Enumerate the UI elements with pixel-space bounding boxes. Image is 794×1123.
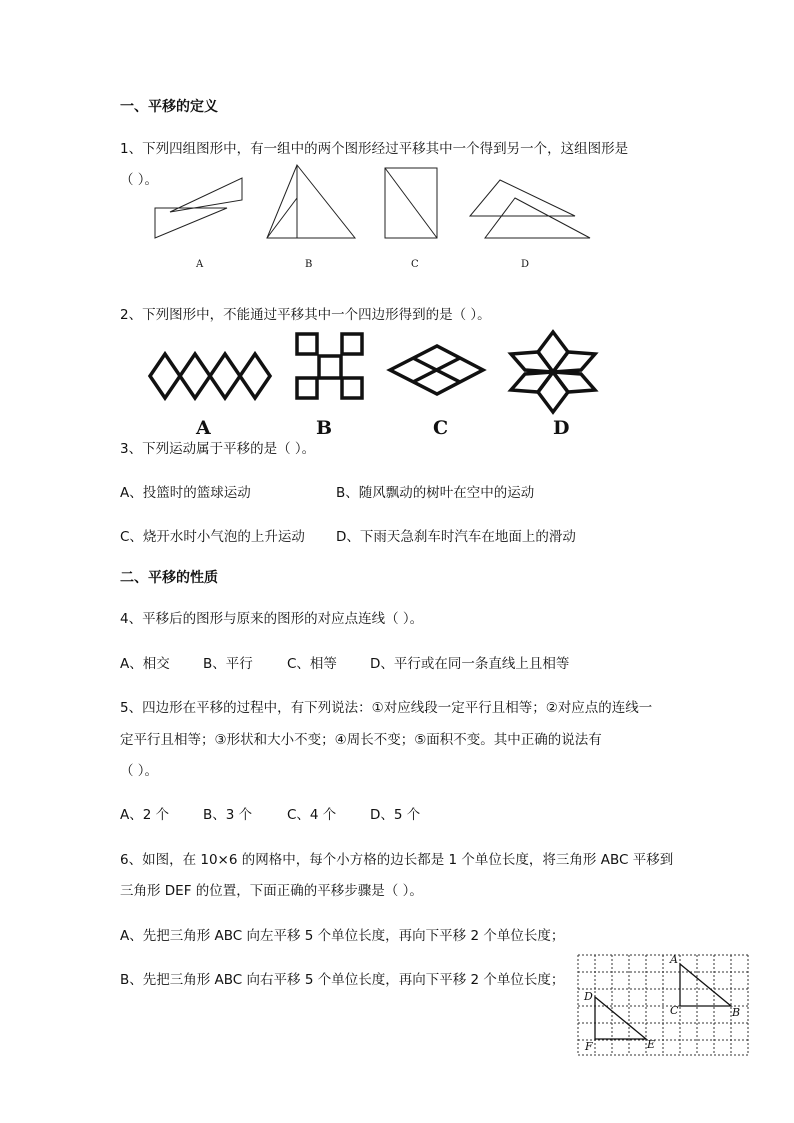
figure-label-b-bold: B xyxy=(316,417,333,439)
question-5-line-1: 5、四边形在平移的过程中，有下列说法：①对应线段一定平行且相等；②对应点的连线一 xyxy=(120,700,653,716)
question-5-line-2: 定平行且相等；③形状和大小不变；④周长不变；⑤面积不变。其中正确的说法有 xyxy=(120,732,602,748)
figure-d-star xyxy=(511,332,595,412)
figure-label-a-bold: A xyxy=(196,417,211,439)
triangle-abc xyxy=(680,964,731,1006)
question-4-text: 4、平移后的图形与原来的图形的对应点连线（ ）。 xyxy=(120,611,424,627)
question-6-line-2: 三角形 DEF 的位置，下面正确的平移步骤是（ ）。 xyxy=(120,883,423,899)
question-1-figures xyxy=(145,160,605,250)
grid-label-f: F xyxy=(585,1040,593,1053)
question-3-option-b: B、随风飘动的树叶在空中的运动 xyxy=(336,485,535,501)
question-5-blank: （ ）。 xyxy=(120,763,159,779)
question-6-line-1: 6、如图，在 10×6 的网格中，每个小方格的边长都是 1 个单位长度，将三角形 ABC 平移到 xyxy=(120,852,674,868)
grid-label-c: C xyxy=(670,1004,679,1017)
figure-b-squares xyxy=(297,334,362,398)
grid-label-a: A xyxy=(670,953,678,966)
section-heading-definition: 一、平移的定义 xyxy=(120,99,218,115)
grid-label-e: E xyxy=(647,1038,656,1051)
figure-c-rhombus xyxy=(390,346,483,394)
figure-a-triangle-top xyxy=(170,178,242,212)
question-2-figures xyxy=(145,328,605,420)
question-3-option-c: C、烧开水时小气泡的上升运动 xyxy=(120,529,305,545)
figure-label-c: C xyxy=(411,259,419,270)
figure-label-b: B xyxy=(305,259,313,270)
question-3-option-a: A、投篮时的篮球运动 xyxy=(120,485,251,501)
question-3-text: 3、下列运动属于平移的是（ ）。 xyxy=(120,441,316,457)
figure-label-c-bold: C xyxy=(433,417,449,439)
question-5-option-b: B、3 个 xyxy=(203,807,253,823)
figure-a-triangle-bottom xyxy=(155,208,227,238)
figure-label-d-bold: D xyxy=(553,417,570,439)
translation-grid-figure xyxy=(574,950,754,1060)
question-3-option-d: D、下雨天急刹车时汽车在地面上的滑动 xyxy=(336,529,576,545)
question-2-text: 2、下列图形中，不能通过平移其中一个四边形得到的是（ ）。 xyxy=(120,307,491,323)
figure-label-a: A xyxy=(196,259,204,270)
section-heading-properties: 二、平移的性质 xyxy=(120,570,218,586)
question-4-option-d: D、平行或在同一条直线上且相等 xyxy=(370,656,570,672)
question-6-option-b: B、先把三角形 ABC 向右平移 5 个单位长度，再向下平移 2 个单位长度； xyxy=(120,972,565,988)
question-4-option-c: C、相等 xyxy=(287,656,337,672)
figure-b-triangle xyxy=(267,165,355,238)
question-4-option-b: B、平行 xyxy=(203,656,253,672)
figure-d-triangle-bottom xyxy=(485,198,590,238)
grid-label-b: B xyxy=(732,1006,741,1019)
figure-label-d: D xyxy=(521,259,530,270)
figure-a-diamonds xyxy=(150,354,270,398)
dashed-grid xyxy=(578,955,748,1055)
grid-label-d: D xyxy=(584,990,593,1003)
question-5-option-c: C、4 个 xyxy=(287,807,337,823)
figure-d-triangle-top xyxy=(470,180,575,216)
question-4-option-a: A、相交 xyxy=(120,656,170,672)
triangle-def xyxy=(595,997,646,1039)
question-1-blank: （ ）。 xyxy=(120,172,159,188)
question-6-option-a: A、先把三角形 ABC 向左平移 5 个单位长度，再向下平移 2 个单位长度； xyxy=(120,928,565,944)
question-5-option-a: A、2 个 xyxy=(120,807,170,823)
question-5-option-d: D、5 个 xyxy=(370,807,421,823)
question-1-text: 1、下列四组图形中，有一组中的两个图形经过平移其中一个得到另一个，这组图形是 xyxy=(120,141,629,157)
